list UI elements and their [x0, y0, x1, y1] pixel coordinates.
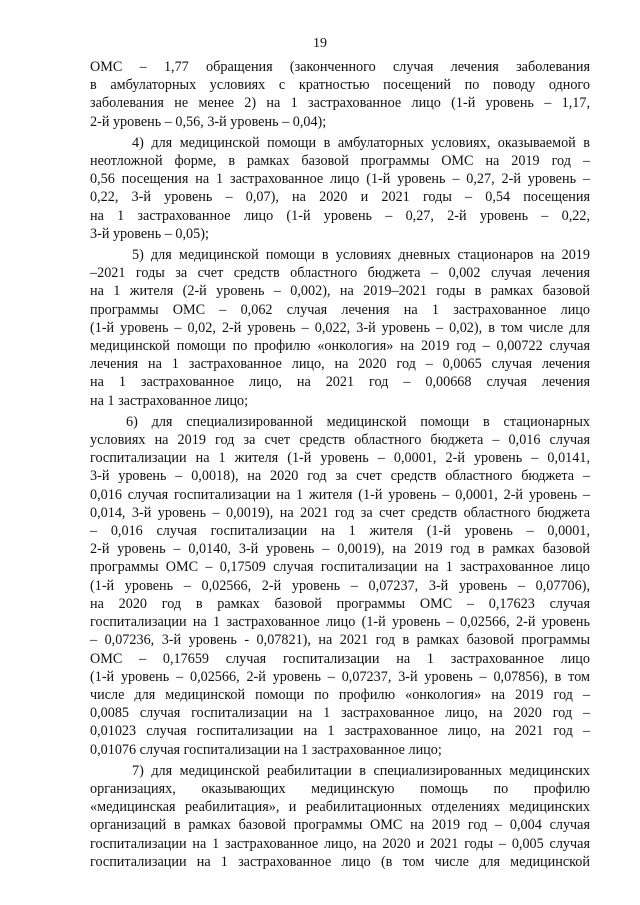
text-line: госпитализации на 1 жителя (1-й уровень – 0,0001, 2-й уровень – 0,0141, [90, 450, 590, 467]
text-line: 4) для медицинской помощи в амбулаторных условиях, оказываемой в [132, 134, 590, 151]
text-line: в амбулаторных условиях с кратностью посещений по поводу одного [90, 77, 590, 94]
text-line: на 1 застрахованное лицо (1-й уровень – 0,27, 2-й уровень – 0,22, [90, 207, 590, 224]
text-line: медицинской помощи по профилю «онкология» на 2019 год – 0,00722 случая [90, 338, 590, 355]
text-line: ОМС – 0,17659 случая госпитализации на 1 застрахованное лицо [90, 650, 590, 667]
text-line: 6) для специализированной медицинской помощи в стационарных [126, 413, 590, 430]
text-line: организаций в рамках базовой программы ОМС на 2019 год – 0,004 случая [90, 817, 590, 834]
text-line: на 1 застрахованное лицо; [90, 392, 249, 409]
text-line: – 0,07236, 3-й уровень - 0,07821), на 2021 год в рамках базовой программы [90, 632, 590, 649]
text-line: на 2020 год в рамках базовой программы ОМС – 0,17623 случая [90, 595, 590, 612]
text-line: госпитализации на 1 застрахованное лицо, на 2020 и 2021 годы – 0,005 случая [90, 835, 590, 852]
text-line: 0,01023 случая госпитализации на 1 застрахованное лицо, на 2021 год – [90, 723, 590, 740]
text-line: (1-й уровень – 0,02566, 2-й уровень – 0,07237, 3-й уровень – 0,07706), [90, 577, 590, 594]
text-line: (1-й уровень – 0,02, 2-й уровень – 0,022, 3-й уровень – 0,02), в том числе для [90, 319, 590, 336]
text-line: госпитализации на 1 застрахованное лицо (в том числе для медицинской [90, 853, 590, 870]
text-line: 7) для медицинской реабилитации в специализированных медицинских [132, 762, 590, 779]
text-line: госпитализации на 1 застрахованное лицо (1-й уровень – 0,02566, 2-й уровень [90, 614, 590, 631]
text-line: 0,016 случая госпитализации на 1 жителя (1-й уровень – 0,0001, 2-й уровень – [90, 486, 590, 503]
text-line: – 0,016 случая госпитализации на 1 жителя (1-й уровень – 0,0001, [90, 523, 590, 540]
text-line: программы ОМС – 0,17509 случая госпитализации на 1 застрахованное лицо [90, 559, 590, 576]
text-line: заболевания не менее 2) на 1 застрахованное лицо (1-й уровень – 1,17, [90, 95, 590, 112]
text-line: на 1 жителя (2-й уровень – 0,002), на 2019–2021 годы в рамках базовой [90, 283, 590, 300]
text-line: 0,01076 случая госпитализации на 1 застрахованное лицо; [90, 741, 442, 758]
text-line: числе для медицинской помощи по профилю «онкология» на 2019 год – [90, 686, 590, 703]
text-line: 3-й уровень – 0,05); [90, 225, 209, 242]
text-line: условиях на 2019 год за счет средств областного бюджета – 0,016 случая [90, 432, 590, 449]
document-body [90, 58, 590, 874]
text-line: 2-й уровень – 0,0140, 3-й уровень – 0,0019), на 2019 год в рамках базовой [90, 541, 590, 558]
text-line: «медицинская реабилитация», и реабилитационных отделениях медицинских [90, 799, 590, 816]
paragraph-continuation [90, 58, 590, 131]
text-line: 3-й уровень – 0,0018), на 2020 год за счет средств областного бюджета – [90, 468, 590, 485]
text-line: лечения на 1 застрахованное лицо, на 2020 год – 0,0065 случая лечения [90, 356, 590, 373]
paragraph-item-5 [90, 246, 590, 410]
text-line: 5) для медицинской помощи в условиях дневных стационаров на 2019 [132, 247, 590, 264]
text-line: 0,014, 3-й уровень – 0,0019), на 2021 год за счет средств областного бюджета [90, 504, 590, 521]
text-line: 0,0085 случая госпитализации на 1 застрахованное лицо, на 2020 год – [90, 705, 590, 722]
text-line: –2021 годы за счет средств областного бюджета – 0,002 случая лечения [90, 265, 590, 282]
text-line: 0,22, 3-й уровень – 0,07), на 2020 и 2021 годы – 0,54 посещения [90, 189, 590, 206]
text-line: организациях, оказывающих медицинскую помощь по профилю [90, 780, 590, 797]
text-line: (1-й уровень – 0,02566, 2-й уровень – 0,07237, 3-й уровень – 0,07856), в том [90, 668, 590, 685]
text-line: программы ОМС – 0,062 случая лечения на 1 застрахованное лицо [90, 301, 590, 318]
text-line: на 1 застрахованное лицо, на 2021 год – 0,00668 случая лечения [90, 374, 590, 391]
text-line: 2-й уровень – 0,56, 3-й уровень – 0,04); [90, 113, 327, 130]
text-line: 0,56 посещения на 1 застрахованное лицо (1-й уровень – 0,27, 2-й уровень – [90, 171, 590, 188]
paragraph-item-7 [90, 762, 590, 871]
text-line: неотложной форме, в рамках базовой программы ОМС на 2019 год – [90, 153, 590, 170]
paragraph-item-6 [90, 413, 590, 759]
text-line: ОМС – 1,77 обращения (законченного случая лечения заболевания [90, 59, 590, 75]
paragraph-item-4 [90, 134, 590, 243]
page-number: 19 [313, 36, 327, 51]
